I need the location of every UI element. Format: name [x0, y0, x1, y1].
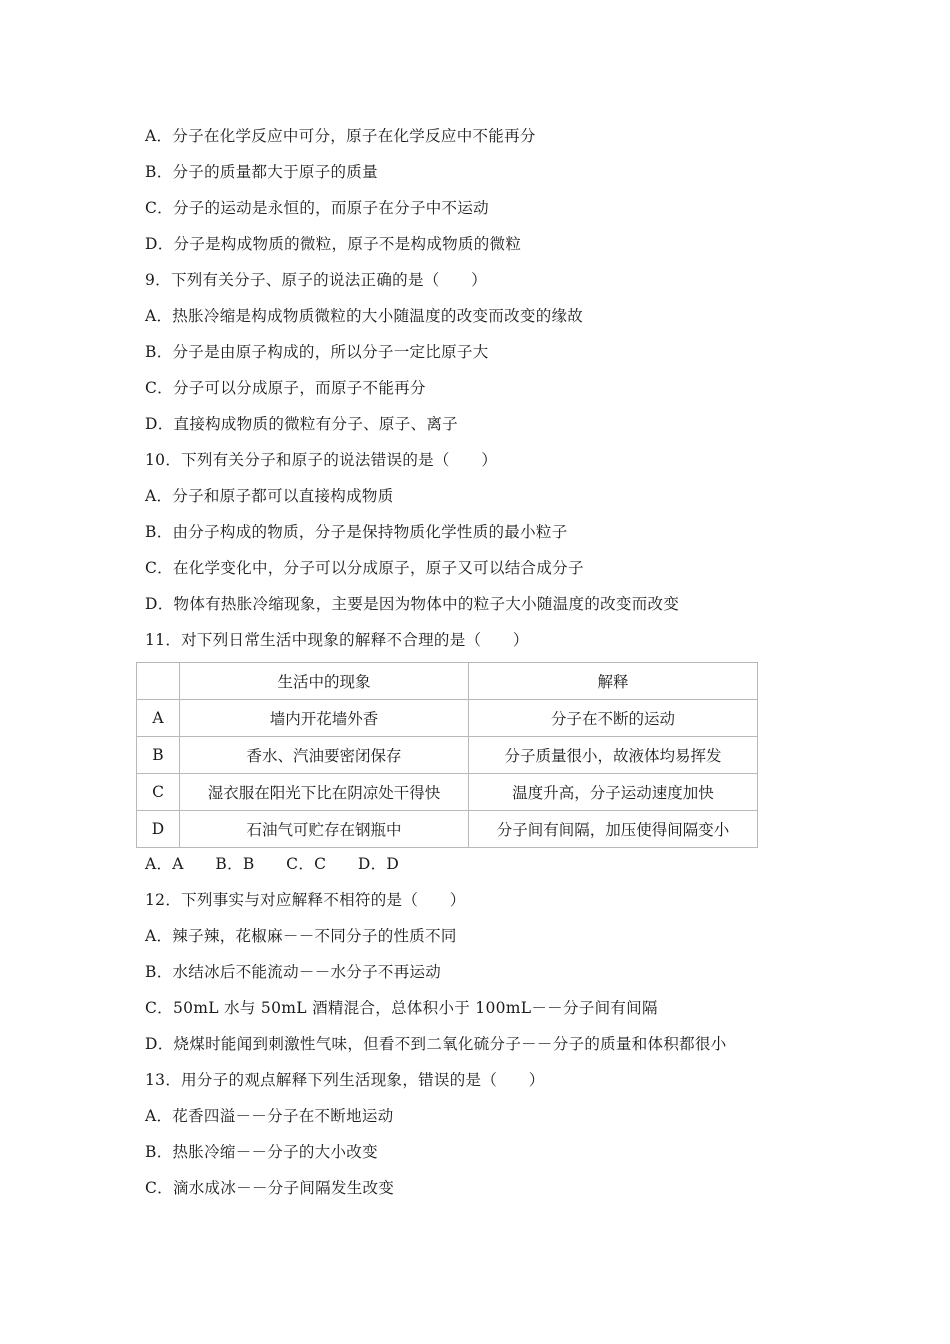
- table-cell: 分子在不断的运动: [469, 700, 758, 737]
- q13-option-b: B．热胀冷缩－－分子的大小改变: [145, 1143, 378, 1161]
- table-cell: 香水、汽油要密闭保存: [180, 737, 469, 774]
- table-row: [137, 700, 758, 737]
- table-cell: A: [137, 700, 180, 737]
- table-row: [137, 737, 758, 774]
- table-row: [137, 811, 758, 848]
- table-cell: C: [137, 774, 180, 811]
- q10-option-c: C．在化学变化中，分子可以分成原子，原子又可以结合成分子: [145, 559, 584, 577]
- q12-option-a: A．辣子辣，花椒麻－－不同分子的性质不同: [145, 927, 457, 945]
- q9-option-d: D．直接构成物质的微粒有分子、原子、离子: [145, 415, 458, 433]
- table-cell: 分子质量很小，故液体均易挥发: [469, 737, 758, 774]
- q9-option-b: B．分子是由原子构成的，所以分子一定比原子大: [145, 343, 489, 361]
- q12-option-b: B．水结冰后不能流动－－水分子不再运动: [145, 963, 442, 981]
- table-cell: 温度升高，分子运动速度加快: [469, 774, 758, 811]
- q12-stem: 12．下列事实与对应解释不相符的是（ ）: [145, 891, 466, 909]
- q10-stem: 10．下列有关分子和原子的说法错误的是（ ）: [145, 451, 498, 469]
- q9-option-c: C．分子可以分成原子，而原子不能再分: [145, 379, 426, 397]
- table-header-cell: 生活中的现象: [180, 663, 469, 700]
- q11-table: [136, 662, 758, 848]
- table-cell: 分子间有间隔，加压使得间隔变小: [469, 811, 758, 848]
- table-cell: 湿衣服在阳光下比在阴凉处干得快: [180, 774, 469, 811]
- table-header-cell: 解释: [469, 663, 758, 700]
- q12-option-d: D．烧煤时能闻到刺激性气味，但看不到二氧化硫分子－－分子的质量和体积都很小: [145, 1035, 727, 1053]
- table-cell: 石油气可贮存在钢瓶中: [180, 811, 469, 848]
- q8-option-b: B．分子的质量都大于原子的质量: [145, 163, 378, 181]
- q9-stem: 9．下列有关分子、原子的说法正确的是（ ）: [145, 271, 487, 289]
- q13-option-c: C．滴水成冰－－分子间隔发生改变: [145, 1179, 395, 1197]
- table-row: [137, 774, 758, 811]
- q12-option-c: C．50mL 水与 50mL 酒精混合，总体积小于 100mL－－分子间有间隔: [145, 999, 658, 1017]
- q9-option-a: A．热胀冷缩是构成物质微粒的大小随温度的改变而改变的缘故: [145, 307, 584, 325]
- q13-stem: 13．用分子的观点解释下列生活现象，错误的是（ ）: [145, 1071, 545, 1089]
- q8-option-a: A．分子在化学反应中可分，原子在化学反应中不能再分: [145, 127, 536, 145]
- q11-options: A．A B．B C．C D．D: [145, 855, 400, 873]
- q10-option-a: A．分子和原子都可以直接构成物质: [145, 487, 394, 505]
- q11-stem: 11．对下列日常生活中现象的解释不合理的是（ ）: [145, 631, 529, 649]
- q10-option-d: D．物体有热胀冷缩现象，主要是因为物体中的粒子大小随温度的改变而改变: [145, 595, 680, 613]
- table-cell: B: [137, 737, 180, 774]
- q10-option-b: B．由分子构成的物质，分子是保持物质化学性质的最小粒子: [145, 523, 568, 541]
- table-header-cell: [137, 663, 180, 700]
- table-header-row: [137, 663, 758, 700]
- table-cell: 墙内开花墙外香: [180, 700, 469, 737]
- q8-option-c: C．分子的运动是永恒的，而原子在分子中不运动: [145, 199, 489, 217]
- table-cell: D: [137, 811, 180, 848]
- q8-option-d: D．分子是构成物质的微粒，原子不是构成物质的微粒: [145, 235, 522, 253]
- q13-option-a: A．花香四溢－－分子在不断地运动: [145, 1107, 394, 1125]
